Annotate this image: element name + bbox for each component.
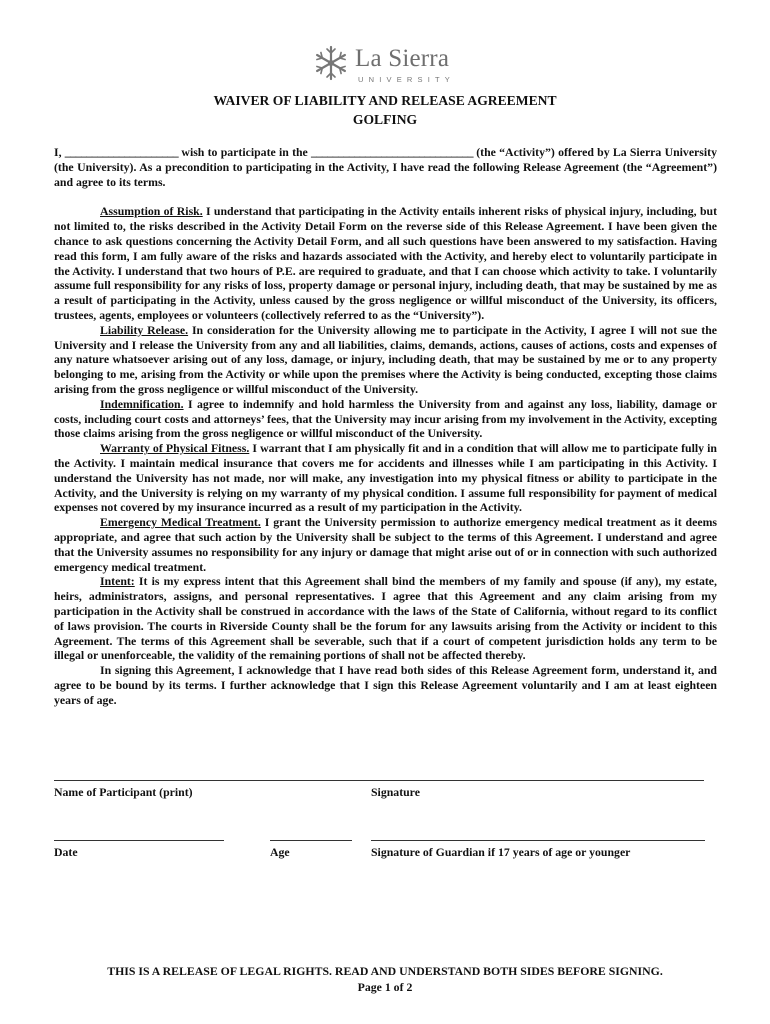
section-text: In consideration for the University allowing me to participate in the Activity, I agree I will not sue the University and I release the University from any and all liabilities, claims, demands, actions, causes of actions, costs and expenses of any nature whatsoever arising out of any loss, damage, or injury, including death, that may be sustained by me or to any property belonging to me, arising from the Activity or while upon the premises where the Activity is being conducted, excepting those claims arising from the gross negligence or willful misconduct of the University. — [54, 322, 717, 396]
section-indemnification — [54, 397, 717, 441]
logo-wordmark: La Sierra — [355, 45, 450, 72]
section-heading: Emergency Medical Treatment. — [100, 515, 261, 530]
section-text: I understand that participating in the Activity entails inherent risks of physical injury, including, but not limited to, the risks described in the Activity Detail Form on the reverse side of this Release Agreement. I have been given the chance to ask questions concerning the Activity Detail Form, and all such questions have been answered to my satisfaction. Having read this form, I am fully aware of the risks and hazards associated with the Activity, and hereby elect to voluntarily participate in the Activity. I understand that two hours of P.E. are required to graduate, and that I can choose which activity to take. I voluntarily assume full responsibility for any risks of loss, property damage or personal injury, including death, that may be sustained by me as a result of participating in the Activity, unless caused by the gross negligence or willful misconduct of the University, its officers, trustees, agents, employees or volunteers (collectively referred to as the “University”). — [54, 204, 717, 322]
intro-text-1: I, — [54, 145, 62, 159]
intro-text-3: (the “Activity”) offered by La Sierra University (the University). As a precondition to participating in the Activity, I have read the following Release Agreement (the “Agreement”) and agree to its terms. — [54, 145, 717, 189]
section-text: I agree to indemnify and hold harmless the University from and against any loss, liability, damage or costs, including court costs and attorneys’ fees, that the University may incur arising from my involvement in the Activity, excepting those claims arising from the gross negligence or willful misconduct of the University. — [54, 396, 717, 441]
agreement-body — [54, 145, 717, 707]
date-label: Date — [54, 845, 78, 859]
document-subtitle: GOLFING — [352, 112, 418, 127]
section-text: I grant the University permission to authorize emergency medical treatment as it deems appropriate, and agree that such action by the University shall be subject to the terms of this Agreement. I understand and agree that the University assumes no responsibility for any injury or damage that might arise out of or in connection with such authorized emergency medical treatment. — [54, 515, 717, 574]
section-heading: Liability Release. — [100, 322, 189, 337]
section-assumption-of-risk — [54, 204, 717, 322]
university-logo — [312, 44, 462, 92]
age-line[interactable] — [270, 840, 352, 841]
section-heading: Warranty of Physical Fitness. — [100, 441, 250, 456]
logo-subtitle: UNIVERSITY — [358, 75, 456, 84]
closing-paragraph: In signing this Agreement, I acknowledge that I have read both sides of this Release Agreement form, understand it, and agree to be bound by its terms. I further acknowledge that I sign this Release Agreement voluntarily and I am at least eighteen years of age. — [54, 663, 717, 707]
section-emergency-treatment — [54, 515, 717, 574]
legal-notice: THIS IS A RELEASE OF LEGAL RIGHTS. READ AND UNDERSTAND BOTH SIDES BEFORE SIGNING. — [107, 964, 663, 978]
section-heading: Intent: — [100, 574, 135, 589]
section-intent — [54, 574, 717, 663]
section-heading: Assumption of Risk. — [100, 204, 203, 219]
guardian-signature-label: Signature of Guardian if 17 years of age or younger — [371, 845, 631, 859]
intro-paragraph — [54, 145, 717, 189]
guardian-signature-line[interactable] — [371, 840, 705, 841]
activity-blank: ______________________________ — [311, 145, 473, 159]
signature-label: Signature — [371, 785, 420, 799]
page-number: Page 1 of 2 — [357, 980, 413, 994]
document-title: WAIVER OF LIABILITY AND RELEASE AGREEMENT — [213, 93, 557, 108]
age-label: Age — [270, 845, 290, 859]
participant-name-blank: _____________________ — [64, 145, 179, 159]
section-heading: Indemnification. — [100, 396, 184, 411]
snowflake-emblem-icon — [312, 44, 350, 82]
section-text: I warrant that I am physically fit and in a condition that will allow me to participate fully in the Activity. I maintain medical insurance that covers me for accidents and illnesses while I am participating in this Activity. I understand the University has not made, nor will make, any investigation into my physical fitness or ability to participate in the Activity, and the University is relying on my warranty of my physical condition. I assume full responsibility for payment of medical expenses not covered by my insurance incurred as a result of my participation in the Activity. — [54, 441, 717, 515]
section-liability-release — [54, 323, 717, 397]
participant-signature-line[interactable] — [54, 780, 704, 781]
intro-text-2: wish to participate in the — [178, 145, 312, 159]
section-warranty-of-fitness — [54, 441, 717, 515]
section-text: It is my express intent that this Agreement shall bind the members of my family and spouse (if any), my estate, heirs, administrators, assigns, and personal representatives. I agree that this Agreement and any claim arising from my participation in the Activity shall be construed in accordance with the laws of the State of California, without regard to its conflict of laws provision. The courts in Riverside County shall be the forum for any lawsuits arising from the Activity or incident to this Agreement. The terms of this Agreement shall be severable, such that if a court of competent jurisdiction holds any term to be illegal or unenforceable, the validity of the remaining portions of shall not be affected thereby. — [54, 574, 717, 663]
participant-name-label: Name of Participant (print) — [54, 785, 193, 799]
date-line[interactable] — [54, 840, 224, 841]
